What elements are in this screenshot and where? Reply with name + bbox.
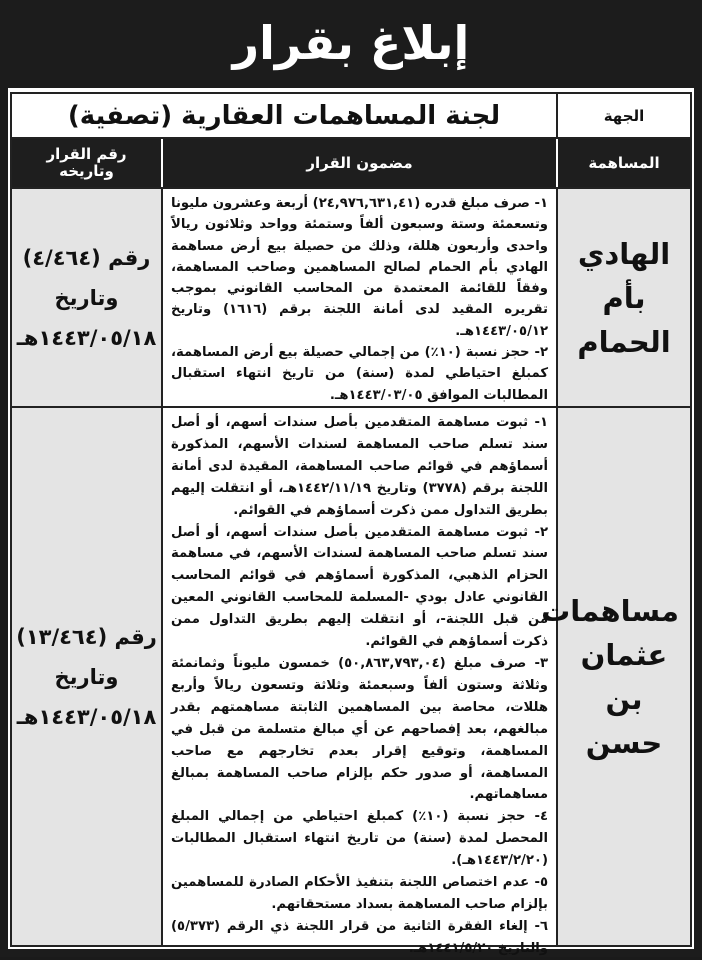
content-paragraph: ٤- حجز نسبة (١٠٪) كمبلغ احتياطي من إجمالي المبلغ المحصل لمدة (سنة) من تاريخ انتهاء استقبال المطالبات (١٤٤٣/٢/٢٠هـ). (171, 809, 548, 869)
content-paragraph: ٢- حجز نسبة (١٠٪) من إجمالي حصيلة بيع أرض المساهمة، كمبلغ احتياطي لمدة (سنة) من تاريخ انتهاء استقبال المطالبات الموافق ١٤٤٣/٠٣/٠٥هـ. (171, 345, 548, 403)
entity-value-cell (12, 94, 556, 137)
decision-ref-cell (12, 189, 161, 406)
page-title: إبلاغ بقرار (232, 16, 470, 70)
decision-and: وتاريخ (54, 285, 119, 310)
entity-label: الجهة (603, 106, 645, 125)
decision-table (10, 92, 692, 956)
entity-row (12, 94, 690, 139)
decision-date: ١٤٤٣/٠٥/١٨هـ (16, 704, 157, 729)
contribution-cell (541, 408, 690, 945)
contribution-cell (556, 189, 690, 406)
decision-and: وتاريخ (54, 664, 119, 689)
contribution-name: مساهمات عثمان بن حسن (541, 593, 679, 760)
content-paragraph: ٢- ثبوت مساهمة المتقدمين بأصل سندات أسهم، أو أصل سند تسلم صاحب المساهمة لسندات الأسهم، في مساهمة الحزام الذهبي، المذكورة أسماؤهم في قوائم المحاسب القانوني عادل بودي -المسلمة للمحاسب القانوني المعين من قبل اللجنة-، أو انتقلت إليهم بطريق التداول ممن ذكرت أسماؤهم في القوائم. (171, 524, 548, 650)
header-decision (12, 139, 161, 187)
content-paragraph: ١- ثبوت مساهمة المتقدمين بأصل سندات أسهم، أو أصل سند تسلم صاحب المساهمة لسندات الأسهم، المذكورة أسماؤهم في قوائم صاحب المساهمة، المقيدة لدى أمانة اللجنة برقم (٣٧٧٨) وتاريخ ١٤٤٢/١١/١٩هـ، أو انتقلت إليهم بطريق التداول ممن ذكرت أسماؤهم في القوائم. (171, 415, 549, 518)
decision-number: رقم (٤/٤٦٤) (22, 245, 151, 270)
decision-content (163, 189, 556, 406)
table-header-row (12, 139, 690, 189)
content-paragraph: ٦- إلغاء الفقرة الثانية من قرار اللجنة ذي الرقم (٥/٣٧٣) والتاريخ ١٤٤١/٥/٢٠هـ. (171, 918, 548, 956)
header-decision-label: رقم القرار وتاريخه (46, 145, 127, 180)
header-contribution-label: المساهمة (588, 154, 660, 172)
decision-ref-cell (12, 408, 161, 945)
header-content (161, 139, 556, 187)
decision-content (163, 408, 556, 956)
content-paragraph: ٣- صرف مبلغ (٥٠,٨٦٣,٧٩٣,٠٤) خمسون مليوناً وثمانمئة وثلاثة وستون ألفاً وسبعمئة وثلاثة وتسعون ريالاً وأربع هللات، محاصة بين المساهمين الثابتة مساهمتهم بقدر مبالغهم، بعد إفصاحهم عن أي مبالغ متسلمة من قبل في المساهمة، وتوقيع إقرار بعدم تخارجهم مع صاحب المساهمة، أو صدور حكم بإلزام صاحب المساهمة بمبالغ مساهماتهم. (171, 655, 549, 803)
content-cell (161, 189, 556, 406)
title-banner (0, 0, 702, 86)
content-paragraph: ٥- عدم اختصاص اللجنة بتنفيذ الأحكام الصادرة للمساهمين بإلزام صاحب المساهمة بسداد مستحقاتهم. (171, 875, 548, 912)
entity-value: لجنة المساهمات العقارية (تصفية) (67, 100, 501, 131)
entity-label-cell (556, 94, 690, 137)
contribution-name: الهادي بأم الحمام (577, 236, 671, 359)
table-row (12, 408, 690, 956)
decision-number: رقم (١٣/٤٦٤) (16, 624, 157, 649)
table-row (12, 189, 690, 408)
decision-date: ١٤٤٣/٠٥/١٨هـ (16, 325, 157, 350)
content-cell (161, 408, 556, 956)
content-paragraph: ١- صرف مبلغ قدره (٢٤,٩٧٦,٦٣١,٤١) أربعة وعشرون مليونا وتسعمئة وستة وسبعون ألفاً وستمئة وواحد وثلاثون ريالاً واحدى وأربعون هللة، وذلك من حصيلة بيع أرض مساهمة الهادي بأم الحمام لصالح المساهمين وصاحب المساهمة، وفقاً للقائمة المعتمدة من المحاسب القانوني بموجب تقريره المقيد لدى أمانة اللجنة برقم (١٦١٦) وتاريخ ١٤٤٣/٠٥/١٢هـ. (171, 196, 548, 339)
header-content-label: مضمون القرار (306, 154, 413, 172)
header-contribution (556, 139, 690, 187)
